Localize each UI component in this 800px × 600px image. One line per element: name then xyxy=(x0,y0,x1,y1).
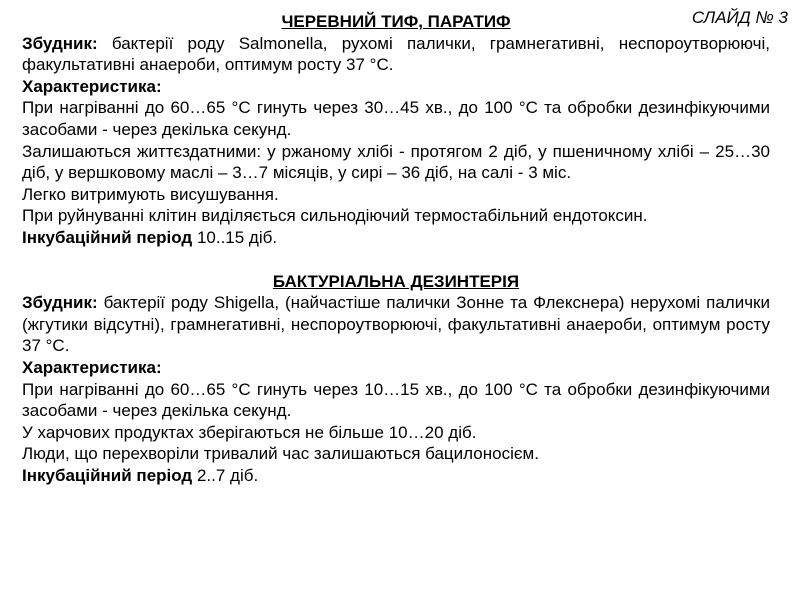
characteristic-line: Люди, що перехворіли тривалий час залишаються бацилоносієм. xyxy=(22,444,539,464)
incubation-value: 2..7 діб. xyxy=(192,465,259,485)
characteristic-line: Легко витримують висушування. xyxy=(22,184,279,204)
slide-number: СЛАЙД № 3 xyxy=(691,8,788,27)
slide-content xyxy=(22,11,770,486)
incubation-paragraph xyxy=(22,465,770,487)
pathogen-paragraph xyxy=(22,33,770,76)
pathogen-label: Збудник: xyxy=(22,293,98,313)
section-title-typhoid: ЧЕРЕВНИЙ ТИФ, ПАРАТИФ xyxy=(281,12,511,31)
characteristics-label: Характеристика: xyxy=(22,76,162,96)
section-title-dysentery: БАКТУРІАЛЬНА ДЕЗИНТЕРІЯ xyxy=(272,271,520,291)
characteristic-line: Залишаються життєздатними: у ржаному хлібі - протягом 2 діб, у пшеничному хлібі – 25…30 діб, у вершковому маслі – 3…7 місяців, у сирі – 36 діб, на салі - 3 міс. xyxy=(22,141,770,183)
characteristic-line: У харчових продуктах зберігаються не більше 10…20 діб. xyxy=(22,422,477,442)
characteristics-label: Характеристика: xyxy=(22,357,162,377)
incubation-label: Інкубаційний період xyxy=(22,227,193,247)
characteristic-line: При нагріванні до 60…65 °С гинуть через 10…15 хв., до 100 °С та обробки дезинфікуючими засобами - через декілька секунд. xyxy=(22,379,770,421)
pathogen-text: бактерії роду Shigella, (найчастіше палички Зонне та Флекснера) нерухомі палички (жгутики відсутні), грамнегативні, неспороутворюючі, факультативні анаероби, оптимум росту 37 °С. xyxy=(22,293,770,356)
pathogen-label: Збудник: xyxy=(22,33,98,53)
incubation-value: 10..15 діб. xyxy=(192,227,278,247)
pathogen-text: бактерії роду Salmonella, рухомі палички, грамнегативні, неспороутворюючі, факультативні анаероби, оптимум росту 37 °С. xyxy=(22,33,770,75)
incubation-label: Інкубаційний період xyxy=(22,465,193,485)
characteristic-line: При руйнуванні клітин виділяється сильнодіючий термостабільний ендотоксин. xyxy=(22,206,648,226)
section-spacer xyxy=(22,249,770,271)
incubation-paragraph xyxy=(22,227,770,249)
characteristic-line: При нагріванні до 60…65 °С гинуть через 30…45 хв., до 100 °С та обробки дезинфікуючими засобами - через декілька секунд. xyxy=(22,98,770,139)
pathogen-paragraph xyxy=(22,292,770,357)
